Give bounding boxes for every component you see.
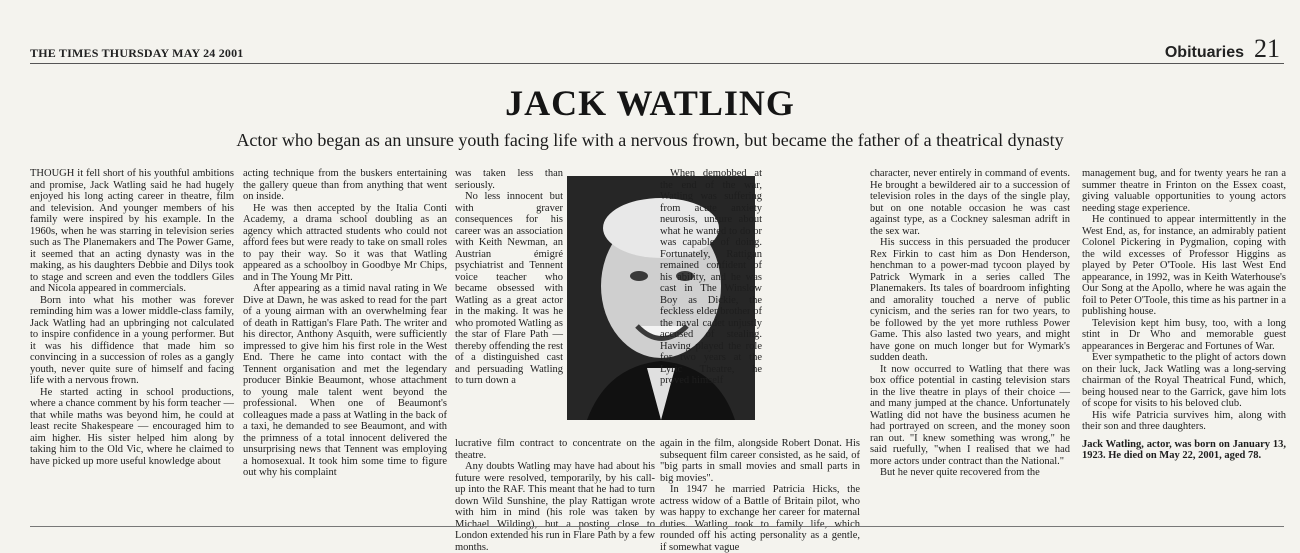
paragraph: lucrative film contract to concentrate on the theatre. (455, 438, 655, 461)
column-2 (243, 168, 447, 479)
masthead (30, 36, 1284, 62)
paragraph: But he never quite recovered from the (880, 467, 1040, 478)
paragraph: was taken less than seriously. (455, 168, 563, 191)
section-name: Obituaries (1164, 44, 1244, 61)
paragraph: He was then accepted by the Italia Conti Academy, a drama school doubling as an agency which attracted students who could not afford fees but were ready to take on small roles to pay their way. So it was that Watling appeared as a schoolboy in Goodbye Mr Chips, and in The Young Mr Pitt. (243, 202, 447, 283)
paragraph: acting technique from the buskers entertaining the gallery queue than from anything that went on inside. (243, 168, 447, 202)
paragraph: In 1947 he married Patricia Hicks, the actress widow of a Battle of Britain pilot, who was happy to exchange her career for maternal duties. Watling took to family life, which rounded off his acting personality as a gentle, if somewhat vague (660, 484, 860, 553)
paragraph: He started acting in school productions, where a chance comment by his form teacher — that while maths was beyond him, he could at least recite Shakespeare — encouraged him to aim higher. His sister helped him along by taking him to the Old Vic, where he claimed to have picked up more useful knowledge about (30, 386, 234, 467)
paragraph: After appearing as a timid naval rating in We Dive at Dawn, he was asked to read for the part of a young airman with an overwhelming fear of death in Rattigan's Flare Path. The writer and his director, Anthony Asquith, were sufficiently impressed to give him his first role in the West End. There he came into contact with the Tennent organisation and met the legendary producer Binkie Beaumont, whose attachment to young male talent went beyond the professional. When one of Beaumont's colleagues made a pass at Watling in the back of a taxi, he demanded to see Beaumont, and with the primness of a total innocent delivered the unsurprising news that Tennent was employing a homosexual. It took him some time to figure out why his complaint (243, 283, 447, 478)
column-4-upper (660, 168, 762, 387)
masthead-rule (30, 63, 1284, 64)
footer-rule (30, 526, 1284, 527)
paragraph: His success in this persuaded the producer Rex Firkin to cast him as Don Henderson, henchman to a power-mad tycoon played by Patrick Wymark in a series called The Planemakers. Its tales of boardroom infighting and amorality touched a nerve of public cynicism, and the series ran for two years, to be followed by the yet more ruthless Power Game. This also lasted two years, and might have gone on much longer but for Wymark's sudden death. (870, 237, 1070, 363)
paragraph: No less innocent but with graver consequences for his career was an association with Keith Newman, an Austrian émigré psychiatrist and Tennent voice teacher who became obsessed with Watling as a great actor in the making. It was he who promoted Watling as the star of Flare Path — thereby offending the rest of a distinguished cast and persuading Watling to turn down a (455, 191, 563, 386)
paragraph: Television kept him busy, too, with a long stint in Dr Who and memorable guest appearances in Bergerac and Fortunes of War. (1082, 317, 1286, 352)
column-1 (30, 168, 234, 467)
column-4-lower (660, 438, 860, 553)
paragraph: Any doubts Watling may have had about his future were resolved, temporarily, by his call-up into the RAF. This meant that he had to turn down Wild Sunshine, the play Rattigan wrote with him in mind (his role was taken by Michael Wilding), but a posting close to London extended his run in Flare Path by a few months. (455, 461, 655, 553)
life-dates: Jack Watling, actor, was born on January 13, 1923. He died on May 22, 2001, aged 78. (1082, 438, 1286, 461)
paper-date-line: THE TIMES THURSDAY MAY 24 2001 (30, 46, 244, 60)
column-6 (1082, 168, 1286, 462)
headline: JACK WATLING (505, 83, 795, 123)
paragraph: character, never entirely in command of events. He brought a bewildered air to a succession of television roles in the days of the single play, but on one notable occasion he was cast against type, as a Cockney salesman adrift in the sex war. (870, 168, 1070, 237)
paragraph: His wife Patricia survives him, along with their son and three daughters. (1082, 409, 1286, 432)
column-3-lower (455, 438, 655, 553)
paragraph: again in the film, alongside Robert Donat. His subsequent film career consisted, as he said, of "big parts in small movies and small parts in big movies". (660, 438, 860, 484)
paragraph: It now occurred to Watling that there was box office potential in casting television stars in the live theatre in plays of their choice — and many jumped at the chance. Unfortunately Watling did not have the business acumen he had portrayed on screen, and the money soon ran out. "I knew something was wrong," he said ruefully, "when I realised that we had more actors under contract than the National." (870, 363, 1070, 467)
column-5 (870, 168, 1070, 479)
article-body (30, 168, 1286, 553)
paragraph: When demobbed at the end of the war, Watling was suffering from acute anxiety neurosis, unsure about what he wanted to do or was capable of doing. Fortunately, Rattigan remained confident of his ability, and he was cast in The Winslow Boy as Dickie, the feckless elder brother of the naval cadet unjustly accused of stealing. Having played the role for two years at the Lyric Theatre, he proved himself (660, 168, 762, 386)
paragraph: THOUGH it fell short of his youthful ambitions and promise, Jack Watling said he had hugely enjoyed his long acting career in theatre, film and television. And younger members of his family were inspired by his example. In the 1960s, when he was starring in television series such as The Planemakers and The Power Game, it seemed that an acting dynasty was in the making, as his daughters Debbie and Dilys took to stage and screen and even the toddlers Giles and Nicola appeared in commercials. (30, 168, 234, 294)
paragraph: He continued to appear intermittently in the West End, as, for instance, an admirably patient Colonel Pickering in Pygmalion, coping with the wild excesses of Professor Higgins as played by Peter O'Toole. His last West End appearance, in 1992, was in Keith Waterhouse's Our Song at the Apollo, where he was again the foil to Peter O'Toole, this time as his partner in a publishing house. (1082, 214, 1286, 317)
paragraph: Ever sympathetic to the plight of actors down on their luck, Jack Watling was a long-serving chairman of the Royal Theatrical Fund, which, being housed near to the Garrick, gave him lots of scope for visits to his beloved club. (1082, 352, 1286, 409)
page-number: 21 (1254, 34, 1280, 63)
column-3-upper (455, 168, 563, 387)
standfirst: Actor who began as an unsure youth facing life with a nervous frown, but became the father of a theatrical dynasty (236, 130, 1064, 150)
paragraph: Born into what his mother was forever reminding him was a lower middle-class family, Jack Watling had an upbringing not calculated to inspire confidence in a young performer. But it was his diffidence that made him so convincing in a succession of roles as a gangly youth, never quite sure of himself and facing life with a nervous frown. (30, 294, 234, 386)
paragraph: management bug, and for twenty years he ran a summer theatre in Frinton on the Essex coast, giving valuable opportunities to young actors needing stage experience. (1082, 168, 1286, 214)
